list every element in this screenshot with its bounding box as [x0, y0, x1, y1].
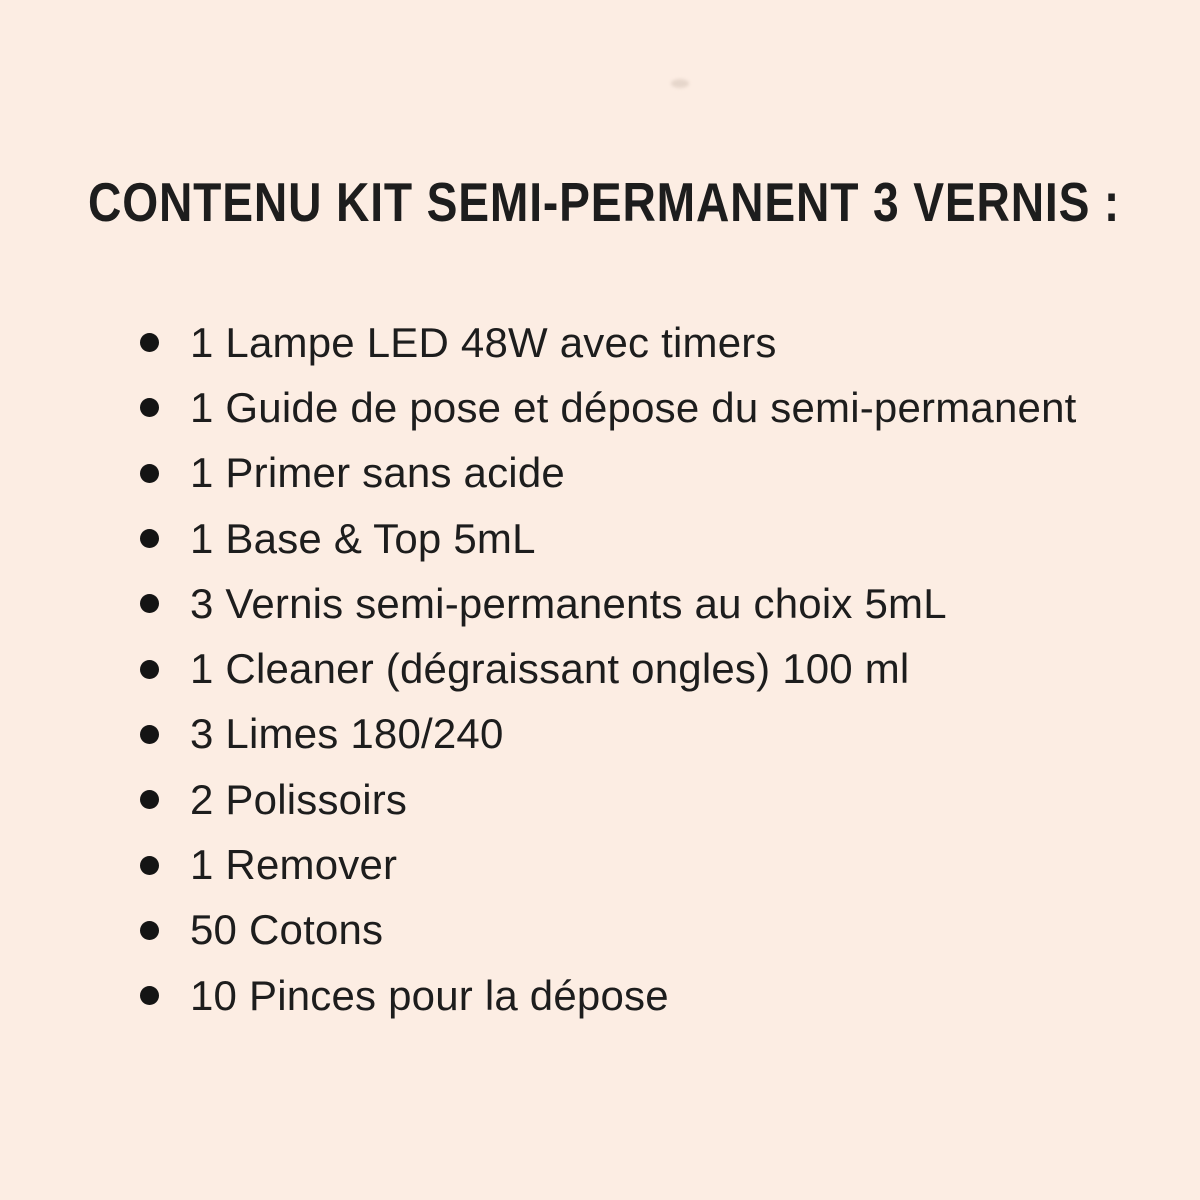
- bullet-icon: [140, 986, 159, 1005]
- list-item-label: 10 Pinces pour la dépose: [190, 971, 669, 1019]
- bullet-icon: [140, 464, 159, 483]
- list-item: [140, 702, 1077, 767]
- list-item: [140, 375, 1077, 440]
- bullet-icon: [140, 333, 159, 352]
- list-item: [140, 767, 1077, 832]
- list-item: [140, 506, 1077, 571]
- list-item: [140, 832, 1077, 897]
- bullet-icon: [140, 725, 159, 744]
- list-item-label: 50 Cotons: [190, 906, 384, 954]
- bullet-icon: [140, 660, 159, 679]
- list-item-label: 1 Lampe LED 48W avec timers: [190, 318, 777, 366]
- bullet-icon: [140, 398, 159, 417]
- list-item-label: 3 Limes 180/240: [190, 710, 504, 758]
- kit-contents-list: [140, 310, 1077, 1028]
- bullet-icon: [140, 529, 159, 548]
- list-item-label: 1 Primer sans acide: [190, 449, 565, 497]
- list-item: [140, 636, 1077, 701]
- list-item: [140, 571, 1077, 636]
- list-item-label: 1 Base & Top 5mL: [190, 514, 536, 562]
- bullet-icon: [140, 790, 159, 809]
- page-title: CONTENU KIT SEMI-PERMANENT 3 VERNIS :: [88, 171, 1121, 233]
- list-item: [140, 898, 1077, 963]
- list-item: [140, 963, 1077, 1028]
- list-item-label: 1 Cleaner (dégraissant ongles) 100 ml: [190, 645, 910, 693]
- list-item-label: 1 Remover: [190, 841, 398, 889]
- list-item: [140, 441, 1077, 506]
- smudge-artifact: [671, 79, 689, 88]
- list-item-label: 1 Guide de pose et dépose du semi-permanent: [190, 383, 1077, 431]
- list-item-label: 3 Vernis semi-permanents au choix 5mL: [190, 579, 947, 627]
- list-item: [140, 310, 1077, 375]
- list-item-label: 2 Polissoirs: [190, 775, 408, 823]
- bullet-icon: [140, 921, 159, 940]
- bullet-icon: [140, 594, 159, 613]
- bullet-icon: [140, 856, 159, 875]
